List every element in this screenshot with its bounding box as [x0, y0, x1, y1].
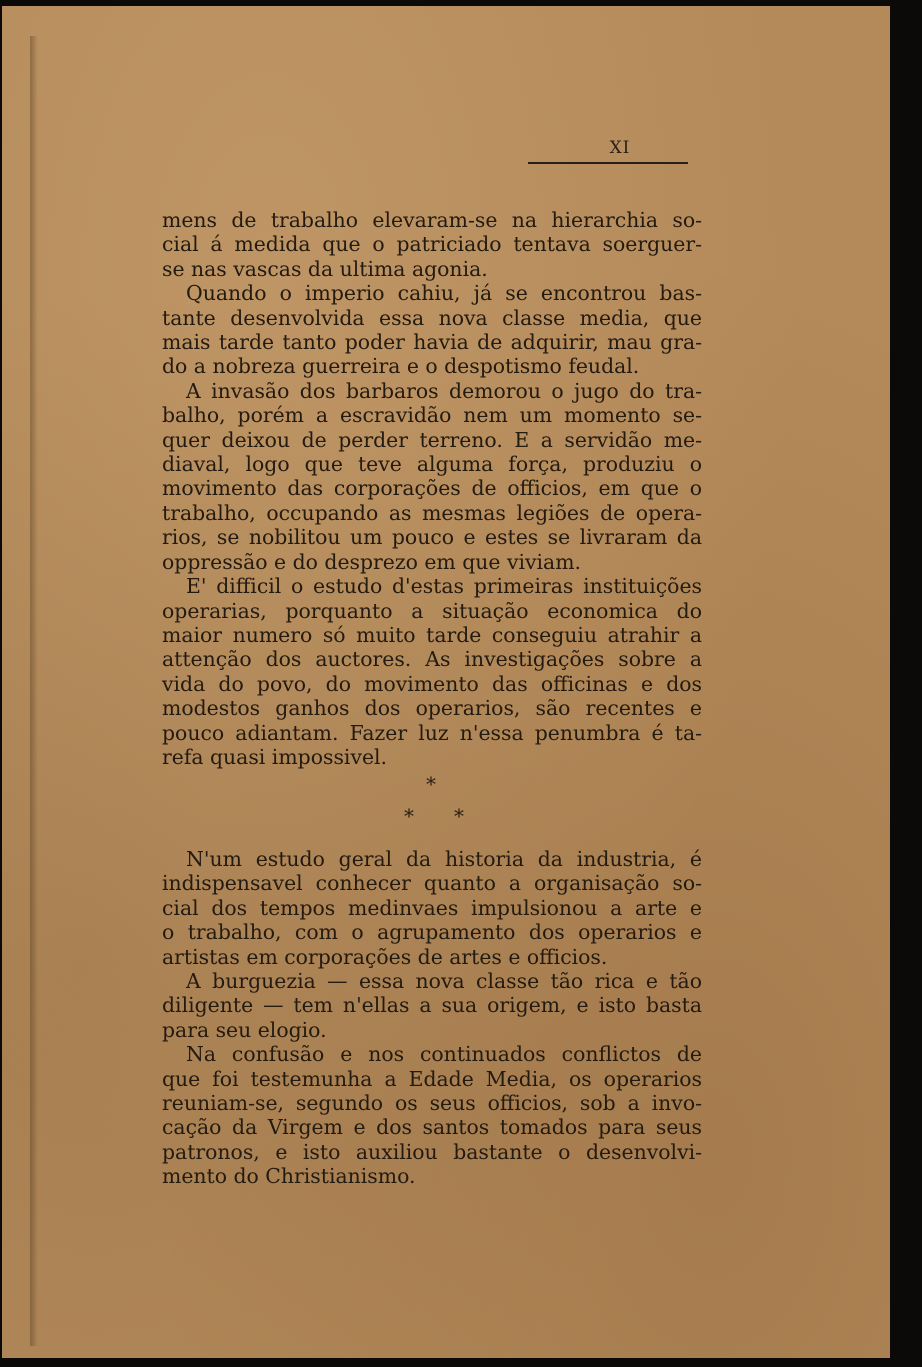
text-line: diligente — tem n'ellas a sua origem, e isto basta — [162, 993, 702, 1018]
text-line: N'um estudo geral da historia da industria, é — [186, 847, 702, 871]
text-line: Quando o imperio cahiu, já se encontrou bas- — [186, 281, 702, 306]
text-line: que foi testemunha a Edade Media, os operarios — [162, 1066, 702, 1091]
text-line: indispensavel conhecer quanto a organisação so- — [162, 871, 702, 896]
page-fold-shadow — [30, 36, 38, 1346]
text-line: se nas vascas da ultima agonia. — [162, 256, 488, 281]
text-line: trabalho, occupando as mesmas legiões de opera- — [162, 500, 702, 525]
page-header — [528, 138, 688, 166]
text-line: E' difficil o estudo d'estas primeiras instituições — [186, 574, 702, 599]
text-line: vida do povo, do movimento das officinas e dos — [162, 671, 702, 696]
header-rule — [528, 162, 688, 164]
text-line: refa quasi impossivel. — [162, 744, 388, 769]
asterisk-bottom-right: * — [454, 804, 464, 828]
text-line: para seu elogio. — [162, 1017, 327, 1042]
text-line: modestos ganhos dos operarios, são recentes e — [162, 696, 702, 721]
text-line: A invasão dos barbaros demorou o jugo do tra- — [186, 378, 702, 403]
text-line: mento do Christianismo. — [162, 1164, 416, 1189]
text-section-2 — [162, 847, 702, 1189]
asterisk-bottom-left: * — [404, 804, 414, 828]
text-line: mais tarde tanto poder havia de adquirir, mau gra- — [162, 330, 702, 355]
text-line: operarias, porquanto a situação economica do — [162, 598, 702, 623]
text-line: A burguezia — essa nova classe tão rica e tão — [186, 969, 702, 994]
book-page — [2, 6, 890, 1358]
text-line: movimento das corporações de officios, em que o — [162, 476, 702, 501]
text-line: do a nobreza guerreira e o despotismo feudal. — [162, 354, 640, 379]
text-section-1 — [162, 208, 702, 769]
text-line: oppressão e do desprezo em que viviam. — [162, 549, 582, 574]
text-line: balho, porém a escravidão nem um momento se- — [162, 403, 702, 428]
text-line: artistas em corporações de artes e officios. — [162, 944, 608, 969]
text-line: o trabalho, com o agrupamento dos operarios e — [162, 920, 702, 945]
text-line: Na confusão e nos continuados conflictos de — [186, 1042, 702, 1067]
text-line: patronos, e isto auxiliou bastante o desenvolvi- — [162, 1139, 702, 1164]
text-line: diaval, logo que teve alguma força, produziu o — [162, 452, 702, 477]
text-line: cação da Virgem e dos santos tomados para seus — [162, 1115, 702, 1140]
text-line: pouco adiantam. Fazer luz n'essa penumbra é ta- — [162, 720, 702, 745]
text-line: mens de trabalho elevaram-se na hierarchia so- — [162, 208, 702, 232]
text-line: attenção dos auctores. As investigações sobre a — [162, 647, 702, 672]
text-line: rios, se nobilitou um pouco e estes se livraram da — [162, 525, 702, 550]
text-line: cial á medida que o patriciado tentava soerguer- — [162, 232, 702, 257]
text-line: maior numero só muito tarde conseguiu atrahir a — [162, 622, 702, 647]
text-line: reuniam-se, segundo os seus officios, sob a invo- — [162, 1091, 702, 1116]
asterisk-top: * — [426, 772, 436, 796]
page-number: XI — [609, 138, 631, 158]
asterism-separator — [402, 772, 492, 832]
text-line: tante desenvolvida essa nova classe media, que — [162, 305, 702, 330]
text-line: cial dos tempos medinvaes impulsionou a arte e — [162, 895, 702, 920]
text-line: quer deixou de perder terreno. E a servidão me- — [162, 427, 702, 452]
